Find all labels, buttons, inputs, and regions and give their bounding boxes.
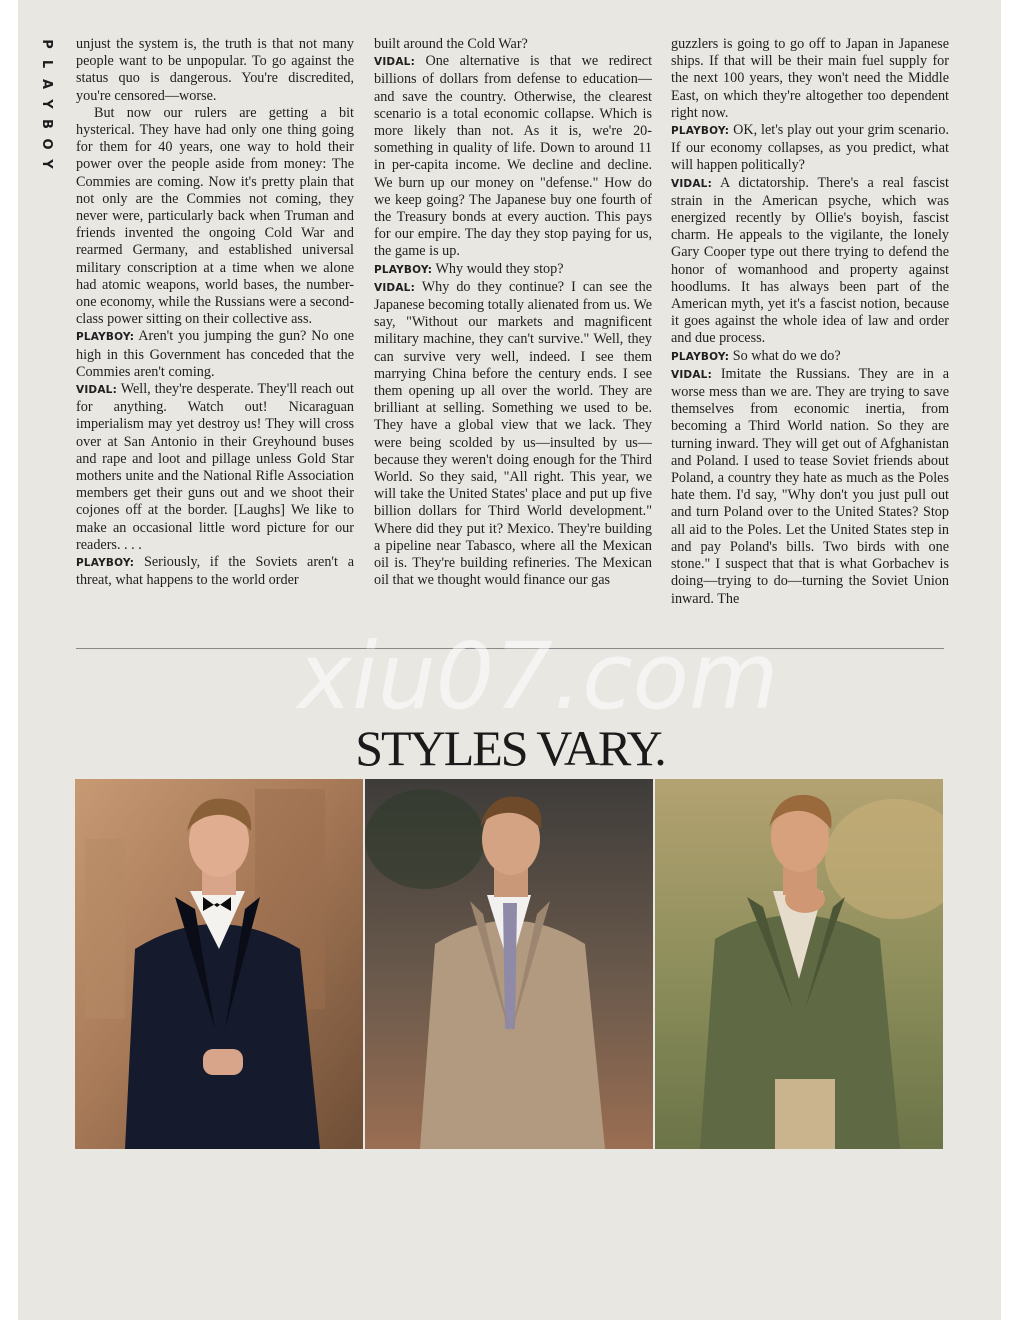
safari-jacket-model-photo bbox=[655, 779, 943, 1149]
magazine-page bbox=[18, 0, 1001, 1320]
interview-paragraph bbox=[671, 366, 949, 608]
interview-paragraph bbox=[76, 554, 354, 589]
spine-letter: O bbox=[39, 138, 54, 150]
paragraph-text: One alternative is that we redirect billions of dollars from defense to education—and save the country. Otherwise, the clearest scenario is a total economic collapse. Which is more likely than not. As it is, we're 20-something in quality of life. Down to around 11 in per-capita income. We decline and decline. We burn up our money on "defense." How do we keep going? The Japanese buy one fourth of the Treasury bonds at every auction. This pays for our empire. The day they stop paying for us, the game is up. bbox=[374, 53, 652, 260]
text-column-3 bbox=[671, 36, 949, 638]
interview-paragraph bbox=[76, 328, 354, 381]
speaker-label: PLAYBOY: bbox=[374, 263, 433, 276]
paragraph-text: Aren't you jumping the gun? No one high in this Government has conceded that the Commies aren't coming. bbox=[76, 328, 354, 380]
text-column-1 bbox=[76, 36, 354, 638]
text-column-2 bbox=[374, 36, 652, 638]
tuxedo-model-photo bbox=[75, 779, 363, 1149]
speaker-label: PLAYBOY: bbox=[671, 350, 730, 363]
interview-paragraph bbox=[374, 261, 652, 279]
paragraph-text: But now our rulers are getting a bit hysterical. They have had only one thing going for them for 40 years, one way to hold their power over the people aside from money: The Commies are coming. Now it's pretty plain that not only are the Commies not coming, they never were, particularly back when Truman and friends invented the ongoing Cold War and rearmed Germany, and established universal military conscription at a time when we alone had atomic weapons, world bases, the number-one economy, while the Russians were a second-class power sitting on their collective ass. bbox=[76, 104, 354, 328]
paragraph-text: Well, they're desperate. They'll reach out for anything. Watch out! Nicaraguan imperialism may yet destroy us! They will cross over at San Antonio in their Greyhound buses and rape and loot and pillage unless Gold Star mothers unite and the National Rifle Association members get their guns out and we shoot their cojones off at the border. [Laughs] We like to make an occasional little word picture for our readers. . . . bbox=[76, 381, 354, 553]
ad-headline: STYLES VARY. bbox=[355, 720, 665, 776]
spine-letter: L bbox=[39, 59, 54, 69]
interview-paragraph bbox=[671, 36, 949, 122]
interview-paragraph bbox=[671, 348, 949, 366]
spine-letter: A bbox=[39, 78, 54, 90]
interview-paragraph bbox=[374, 36, 652, 53]
interview-paragraph bbox=[76, 381, 354, 554]
speaker-label: VIDAL: bbox=[76, 384, 117, 397]
spine-logo bbox=[32, 34, 60, 194]
paragraph-text: OK, let's play out your grim scenario. If our economy collapses, as you predict, what will happen politically? bbox=[671, 122, 949, 174]
spine-letter: B bbox=[39, 119, 54, 129]
paragraph-text: Why do they continue? I can see the Japanese becoming totally alienated from us. We say, "Without our markets and magnificent military machine, they can't survive." Well, they can survive very well, indeed. I see them marrying China before the century ends. I see them opening up all over the world. They are brilliant at selling. Something we used to be. They have a global view that we lack. They were being scolded by us—insulted by us—because they weren't doing enough for the Third World. So they said, "All right. This year, we will take the United States' place and put up five billion dollars for Third World development." Where did they put it? Mexico. They're building a pipeline near Tabasco, where all the Mexican oil is. They're building refineries. The Mexican oil that we thought would finance our gas bbox=[374, 278, 652, 589]
paragraph-text: guzzlers is going to go off to Japan in Japanese ships. If that will be their main fuel supply for the next 100 years, they won't need the Middle East, on which they're altogether too dependent right now. bbox=[671, 36, 949, 121]
paragraph-text: Seriously, if the Soviets aren't a threat, what happens to the world order bbox=[76, 554, 354, 589]
paragraph-text: So what do we do? bbox=[732, 347, 841, 364]
spine-letter: Y bbox=[39, 99, 54, 109]
interview-paragraph bbox=[76, 36, 354, 105]
speaker-label: VIDAL: bbox=[374, 281, 415, 294]
spine-letter: P bbox=[39, 39, 54, 49]
speaker-label: VIDAL: bbox=[671, 177, 712, 190]
speaker-label: PLAYBOY: bbox=[76, 557, 135, 570]
paragraph-text: A dictatorship. There's a real fascist strain in the American psyche, which was energized recently by Ollie's boyish, fascist charm. He appeals to the vigilante, the lonely Gary Cooper type out there trying to defend the honor of womanhood and property against hoodlums. It has always been part of the American myth, yet it's a fascist notion, because it goes against the whole idea of law and order and due process. bbox=[671, 174, 949, 347]
paragraph-text: unjust the system is, the truth is that not many people want to be unpopular. To go against the status quo is dangerous. You're discredited, you're censored—worse. bbox=[76, 36, 354, 104]
interview-paragraph bbox=[76, 105, 354, 329]
paragraph-text: Imitate the Russians. They are in a worse mess than we are. They are trying to save themselves from economic inertia, from becoming a Third World nation. So they are turning inward. They will get out of Afghanistan and Poland. I used to tease Soviet friends about Poland, a country they hate as much as the Poles hate them. I'd say, "Why don't you just pull out and turn Poland over to the United States? Stop all aid to the Poles. Let the United States step in and pay Poland's bills. Two birds with one stone." I suspect that that is what Gorbachev is doing—trying to do—turning the Soviet Union inward. The bbox=[671, 365, 949, 607]
speaker-label: PLAYBOY: bbox=[671, 125, 730, 138]
paragraph-text: Why would they stop? bbox=[435, 260, 564, 277]
interview-paragraph bbox=[374, 279, 652, 590]
interview-paragraph bbox=[374, 53, 652, 260]
spine-letter: Y bbox=[39, 159, 54, 169]
speaker-label: VIDAL: bbox=[374, 56, 415, 69]
speaker-label: VIDAL: bbox=[671, 368, 712, 381]
paragraph-text: built around the Cold War? bbox=[374, 36, 528, 52]
double-breasted-suit-model-photo bbox=[365, 779, 653, 1149]
speaker-label: PLAYBOY: bbox=[76, 331, 135, 344]
interview-paragraph bbox=[671, 122, 949, 175]
interview-paragraph bbox=[671, 175, 949, 348]
watermark: xiu07.com bbox=[297, 623, 779, 730]
